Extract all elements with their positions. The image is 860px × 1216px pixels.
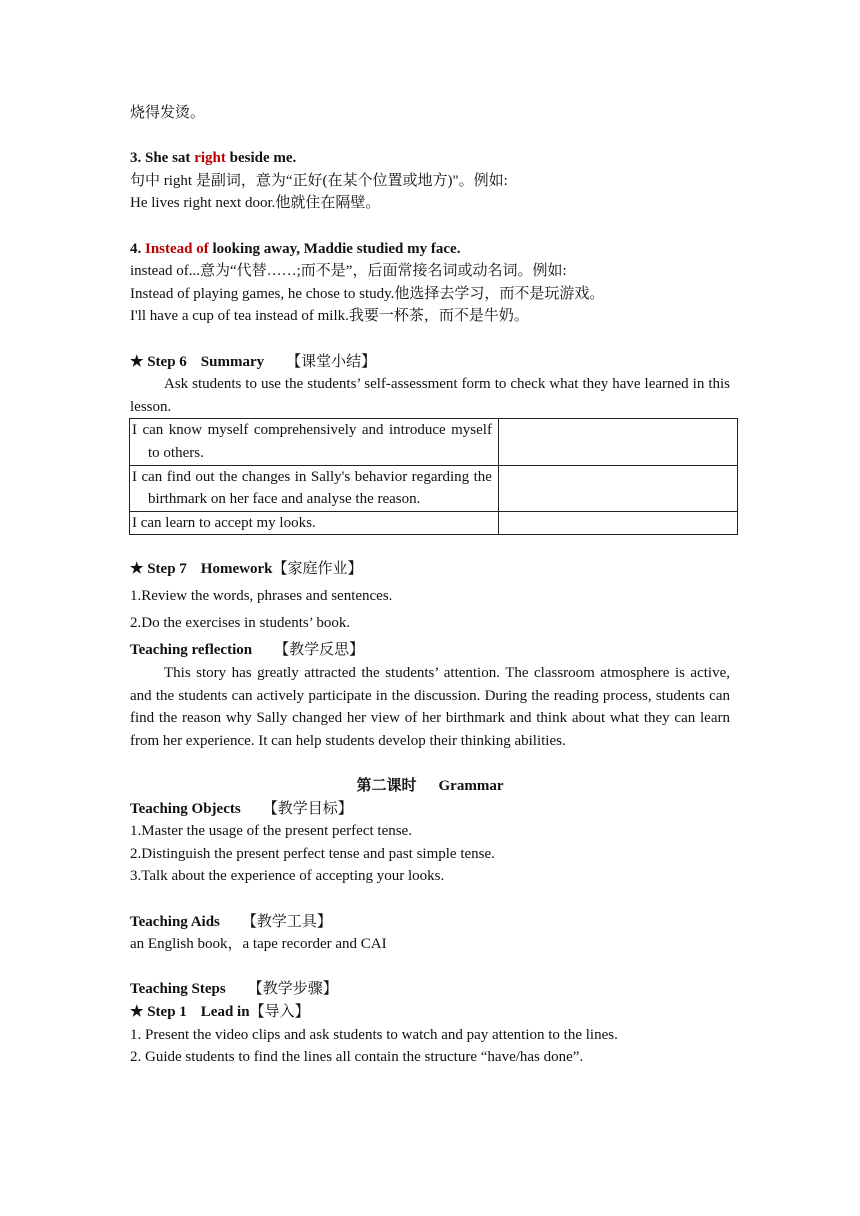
criterion-cell: I can learn to accept my looks. <box>132 514 316 531</box>
intro-fragment: 烧得发烫。 <box>130 105 206 121</box>
steps-heading: Teaching Steps 【教学步骤】 <box>130 981 338 998</box>
objects-heading: Teaching Objects 【教学目标】 <box>130 800 353 817</box>
result-cell[interactable] <box>498 511 737 535</box>
objective-item-2: 2.Distinguish the present perfect tense and past simple tense. <box>130 845 495 862</box>
criterion-cell: I can find out the changes in Sally's behavior regarding the birthmark on her face and analyse the reason. <box>132 468 492 508</box>
table-row <box>130 511 738 535</box>
keyword-instead-of: Instead of <box>145 240 209 257</box>
table-row <box>130 465 738 511</box>
keyword-right: right <box>194 150 226 167</box>
homework-item-2: 2.Do the exercises in students’ book. <box>130 615 351 632</box>
reflection-text: This story has greatly attracted the students’ attention. The classroom atmosphere is active, and the students can actively participate in the discussion. During the reading process, students can find the reason why Sally changed her view of her birthmark and think about what they can learn from her experience. It can help students develop their thinking abilities. <box>130 665 730 749</box>
document-page <box>130 102 730 1069</box>
note-4-explanation: instead of...意为“代替……;而不是”，后面常接名词或动名词。例如: <box>130 263 567 280</box>
step-1-item-2: 2. Guide students to find the lines all contain the structure “have/has done”. <box>130 1049 584 1066</box>
note-4-example-2: I'll have a cup of tea instead of milk.我要一杯茶，而不是牛奶。 <box>130 308 529 325</box>
note-3-heading: 3. She sat right beside me. <box>130 150 297 167</box>
result-cell[interactable] <box>498 419 737 465</box>
step-6-text: Ask students to use the students’ self-assessment form to check what they have learned in this lesson. <box>130 376 730 415</box>
step-7-heading: ★ Step 7 Homework【家庭作业】 <box>130 560 363 577</box>
result-cell[interactable] <box>498 465 737 511</box>
homework-item-1: 1.Review the words, phrases and sentences. <box>130 588 393 605</box>
table-row <box>130 419 738 465</box>
note-3-example: He lives right next door.他就住在隔壁。 <box>130 195 381 212</box>
step-6-heading: ★ Step 6 Summary 【课堂小结】 <box>130 353 377 370</box>
self-assessment-table <box>129 418 738 535</box>
criterion-cell: I can know myself comprehensively and introduce myself to others. <box>132 422 492 461</box>
aids-heading: Teaching Aids 【教学工具】 <box>130 913 332 930</box>
note-4-example-1: Instead of playing games, he chose to study.他选择去学习，而不是玩游戏。 <box>130 285 605 302</box>
step-1-heading: ★ Step 1 Lead in【导入】 <box>130 1003 310 1020</box>
step-1-item-1: 1. Present the video clips and ask students to watch and pay attention to the lines. <box>130 1026 618 1043</box>
note-3-explanation: 句中 right 是副词，意为“正好(在某个位置或地方)"。例如: <box>130 172 508 189</box>
objective-item-3: 3.Talk about the experience of accepting your looks. <box>130 868 445 885</box>
reflection-heading: Teaching reflection 【教学反思】 <box>130 642 365 659</box>
objective-item-1: 1.Master the usage of the present perfect tense. <box>130 823 412 840</box>
lesson-2-title: 第二课时 Grammar <box>356 778 504 794</box>
aids-text: an English book，a tape recorder and CAI <box>130 936 387 953</box>
note-4-heading: 4. Instead of looking away, Maddie studied my face. <box>130 240 461 257</box>
